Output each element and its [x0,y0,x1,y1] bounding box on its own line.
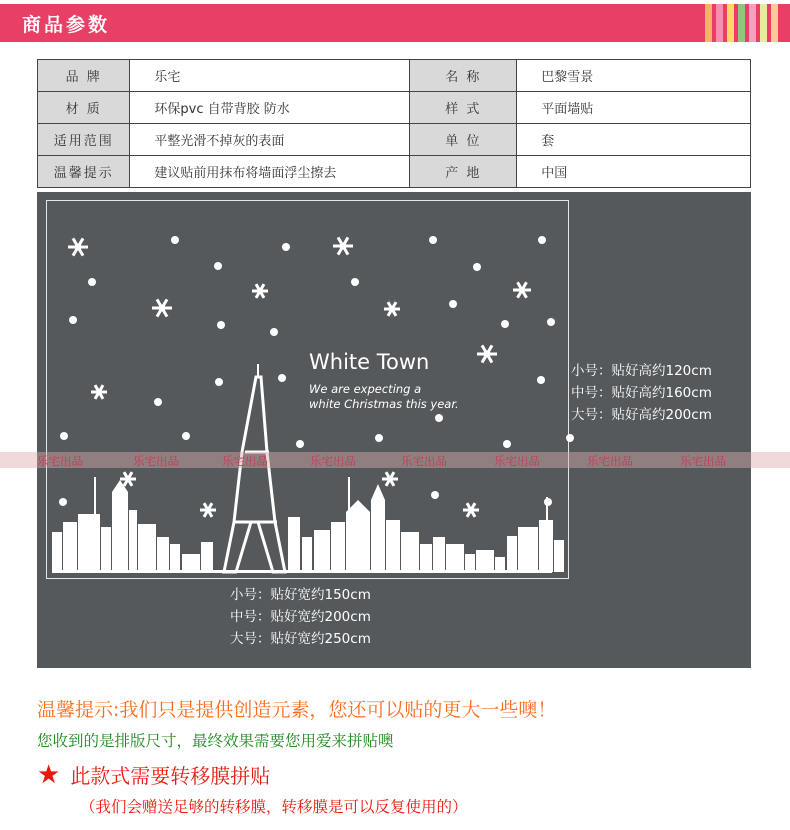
watermark-text: 乐宅出品 [133,454,179,468]
param-row [38,60,751,92]
snow-dot [503,440,511,448]
snow-dot [59,498,67,506]
snow-dot [547,318,555,326]
building [170,544,180,572]
snow-dot [69,316,77,324]
building [476,550,494,572]
param-value: 巴黎雪景 [517,60,751,92]
building [554,540,564,572]
width-size-medium: 中号：贴好宽约200cm [230,609,371,625]
header-stripe [760,4,767,42]
snow-dot [566,434,574,442]
snowflake-icon [333,237,353,254]
snow-dot [351,278,359,286]
snow-dot [431,491,439,499]
width-sizes [230,584,371,650]
ground-line [52,570,552,573]
snow-dot [214,262,222,270]
header-stripes [701,4,778,42]
building [518,527,538,572]
building [401,532,419,572]
param-key: 适用范围 [38,124,130,156]
param-value: 中国 [517,156,751,188]
snow-dot [449,300,457,308]
snow-dot [171,236,179,244]
header-stripe [705,4,712,42]
building [138,524,156,572]
building [78,514,100,572]
building [201,542,213,572]
building [288,517,300,572]
watermark-text: 乐宅出品 [494,454,540,468]
width-size-small: 小号：贴好宽约150cm [230,587,371,603]
snowflake-icon [91,385,107,399]
building [495,557,505,572]
building [129,510,137,572]
watermark-text: 乐宅出品 [222,454,268,468]
snow-dot [375,434,383,442]
param-key: 名 称 [410,60,517,92]
building [507,536,517,572]
snow-dot [501,320,509,328]
watermark-band [0,452,790,468]
building [446,544,464,572]
building [157,537,169,572]
param-value: 乐宅 [130,60,410,92]
watermark-text: 乐宅出品 [37,454,83,468]
building [346,512,370,572]
building [314,530,330,572]
param-key: 样 式 [410,92,517,124]
param-key: 温馨提示 [38,156,130,188]
param-value: 套 [517,124,751,156]
height-size-large: 大号：贴好高约200cm [571,407,712,423]
snowflake-icon [513,282,531,298]
snowflake-icon [477,345,497,362]
paris-snow-artwork [37,192,751,668]
snow-dot [182,432,190,440]
building [63,522,77,572]
artwork-subtitle-line: We are expecting a [309,382,422,396]
param-value: 平整光滑不掉灰的表面 [130,124,410,156]
building [465,554,475,572]
building [420,544,432,572]
eiffel-tower [224,377,285,572]
param-table [37,59,751,188]
snow-dot [217,321,225,329]
param-key: 单 位 [410,124,517,156]
param-row [38,92,751,124]
header-stripe [727,4,734,42]
building [371,500,385,572]
artwork-subtitle [309,382,459,412]
size-note: 您收到的是排版尺寸，最终效果需要您用爱来拼贴噢 [37,732,394,750]
artwork-subtitle-line: white Christmas this year. [309,397,459,411]
snow-dot [88,278,96,286]
building [331,522,345,572]
transfer-film-text: 此款式需要转移膜拼贴 [70,764,271,788]
building [182,554,200,572]
header-stripe [749,4,756,42]
snowflake-icon [384,302,400,316]
transfer-film-note [37,760,270,789]
building [386,520,400,572]
building [101,527,111,572]
building [112,492,128,572]
snow-dot [435,414,443,422]
tip-note: 温馨提示:我们只是提供创造元素，您还可以贴的更大一些噢！ [37,699,557,721]
height-size-small: 小号：贴好高约120cm [571,363,712,379]
header-stripe [716,4,723,42]
building [539,520,553,572]
header-stripe [738,4,745,42]
param-key: 产 地 [410,156,517,188]
star-icon: ★ [37,759,61,790]
snow-dot [538,236,546,244]
snowflake-icon [463,503,479,517]
watermark-text: 乐宅出品 [310,454,356,468]
snowflake-icon [68,238,88,255]
building [433,537,445,572]
building [52,532,62,572]
snowflake-icon [200,503,216,517]
product-image [37,192,751,668]
param-value: 环保pvc 自带背胶 防水 [130,92,410,124]
snow-dot [296,440,304,448]
watermark-text: 乐宅出品 [401,454,447,468]
snow-dot [215,378,223,386]
width-size-large: 大号：贴好宽约250cm [230,631,371,647]
header-stripe [771,4,778,42]
watermark-text: 乐宅出品 [587,454,633,468]
snow-dot [537,376,545,384]
section-title: 商品参数 [22,14,111,36]
snow-dot [154,398,162,406]
param-key: 品 牌 [38,60,130,92]
snow-dot [473,263,481,271]
height-sizes [571,360,712,426]
snow-dot [278,374,286,382]
snow-dot [270,328,278,336]
snowflake-icon [252,284,268,298]
snowflake-icon [152,299,172,316]
param-key: 材 质 [38,92,130,124]
gift-note: （我们会赠送足够的转移膜，转移膜是可以反复使用的） [80,798,468,816]
artwork-title: White Town [309,350,430,374]
section-header [0,4,790,42]
height-size-medium: 中号：贴好高约160cm [571,385,712,401]
snow-dot [282,243,290,251]
watermark-text: 乐宅出品 [680,454,726,468]
param-row [38,124,751,156]
building [302,537,312,572]
param-value: 平面墙贴 [517,92,751,124]
building-roof [371,484,385,500]
snowflake-icon [382,472,398,486]
param-value: 建议贴前用抹布将墙面浮尘擦去 [130,156,410,188]
snow-dot [429,236,437,244]
param-row [38,156,751,188]
snow-dot [60,432,68,440]
